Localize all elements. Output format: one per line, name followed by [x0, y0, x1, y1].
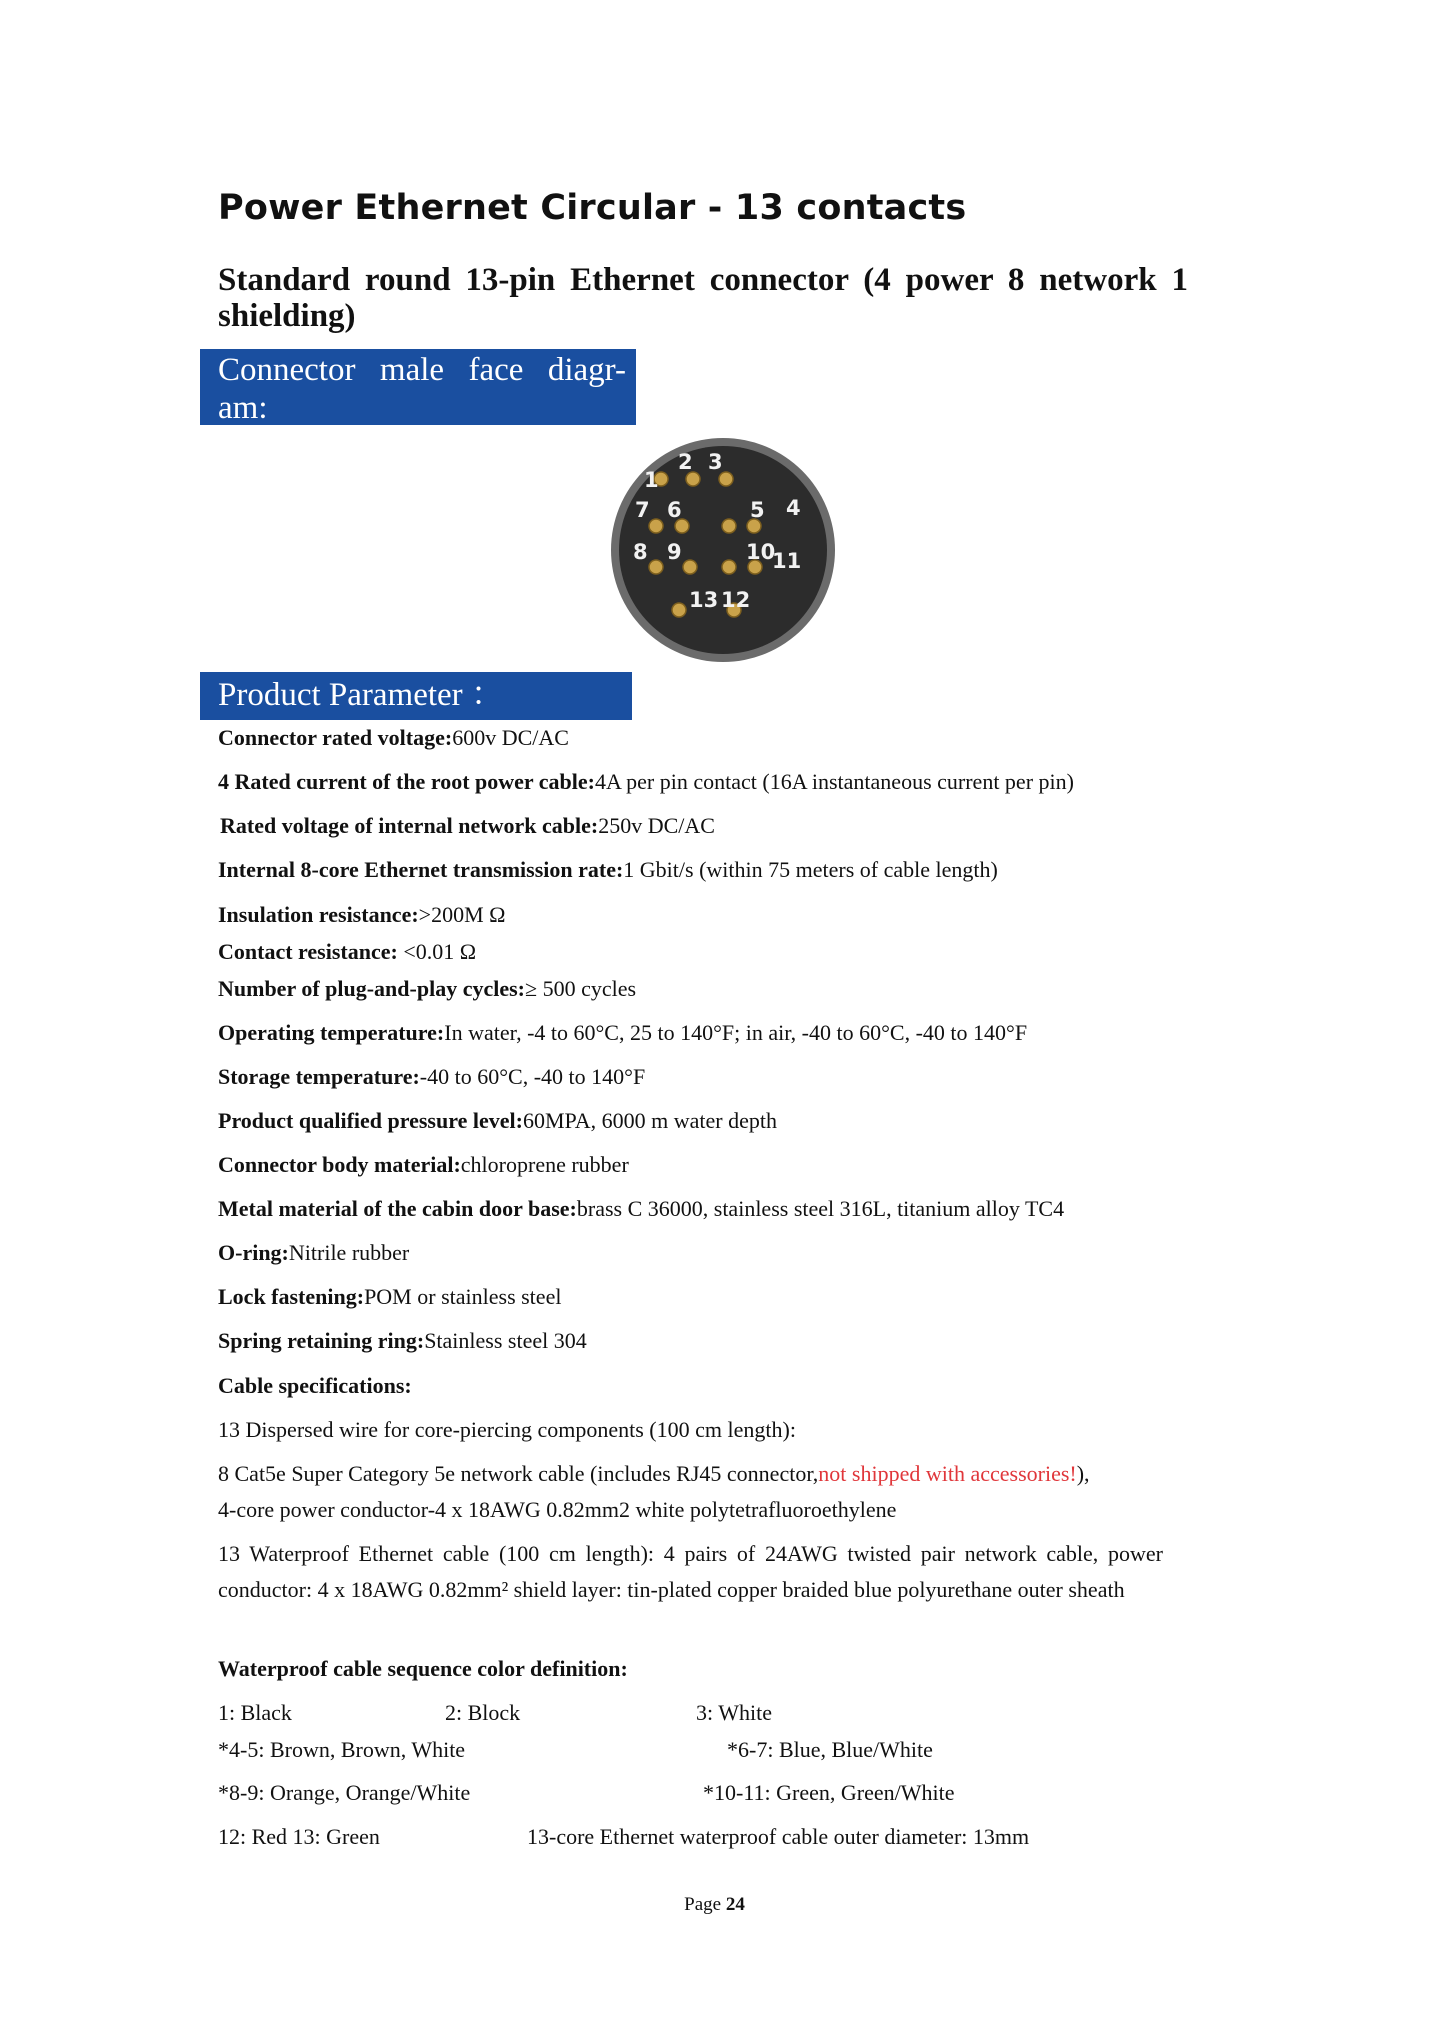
param-row: [218, 1019, 1027, 1047]
param-value: 600v DC/AC: [452, 725, 569, 750]
color-entry: *10-11: Green, Green/White: [703, 1780, 955, 1805]
pin-contact: [649, 519, 663, 533]
pin-number-label: 6: [667, 498, 682, 522]
color-entry: *4-5: Brown, Brown, White: [218, 1737, 466, 1762]
cable-outer-diameter: 13-core Ethernet waterproof cable outer diameter: 13mm: [527, 1824, 1030, 1849]
color-entry: 2: Block: [445, 1700, 521, 1725]
cable-line-2: [218, 1460, 1090, 1488]
param-row: [218, 901, 506, 929]
pin-number-label: 10: [746, 540, 776, 564]
diagram-banner-text: Connector male face diagr-am:: [218, 352, 626, 426]
pin-number-label: 9: [667, 540, 682, 564]
pin-number-label: 12: [721, 588, 751, 612]
color-definition-heading: [218, 1655, 628, 1683]
color-entry: *6-7: Blue, Blue/White: [727, 1737, 933, 1762]
param-label: Spring retaining ring:: [218, 1328, 425, 1353]
pin-number-label: 13: [689, 588, 719, 612]
pin-contact: [672, 603, 686, 617]
param-label: Connector body material:: [218, 1152, 461, 1177]
color-entry: 1: Black: [218, 1700, 292, 1725]
param-label: 4 Rated current of the root power cable:: [218, 769, 595, 794]
product-parameter-banner: [200, 672, 632, 720]
color-definition-heading-text: Waterproof cable sequence color definition:: [218, 1656, 628, 1681]
pin-number-label: 2: [678, 450, 693, 474]
cable-line-2-text: 8 Cat5e Super Category 5e network cable (includes RJ45 connector,: [218, 1461, 819, 1486]
param-row: [218, 1063, 645, 1091]
param-value: <0.01 Ω: [403, 939, 477, 964]
param-label: O-ring:: [218, 1240, 289, 1265]
connector-face-diagram: [608, 435, 838, 665]
param-label: Operating temperature:: [218, 1020, 445, 1045]
param-label: Product qualified pressure level:: [218, 1108, 523, 1133]
param-row: [218, 1151, 629, 1179]
param-value: chloroprene rubber: [460, 1152, 629, 1177]
pin-number-label: 1: [644, 468, 659, 492]
param-row: [218, 724, 569, 752]
param-label: Internal 8-core Ethernet transmission rate:: [218, 857, 624, 882]
param-label: Insulation resistance:: [218, 902, 419, 927]
param-row: [218, 938, 476, 966]
pin-contact: [719, 472, 733, 486]
param-value: 4A per pin contact (16A instantaneous current per pin): [594, 769, 1074, 794]
pin-number-label: 3: [708, 450, 723, 474]
pin-number-label: 5: [750, 498, 765, 522]
param-value: POM or stainless steel: [364, 1284, 562, 1309]
param-label: Contact resistance:: [218, 939, 404, 964]
pin-contact: [683, 560, 697, 574]
param-row: [218, 856, 998, 884]
pin-contact: [686, 472, 700, 486]
param-value: 250v DC/AC: [598, 813, 715, 838]
pin-number-label: 11: [772, 549, 802, 573]
page-title: Power Ethernet Circular - 13 contacts: [218, 188, 967, 228]
cable-line-3: 4-core power conductor-4 x 18AWG 0.82mm2 white polytetrafluoroethylene: [218, 1497, 897, 1522]
param-row: [218, 1327, 587, 1355]
cable-line-1: 13 Dispersed wire for core-piercing components (100 cm length):: [218, 1417, 796, 1442]
param-row: [218, 1239, 409, 1267]
param-label: Connector rated voltage:: [218, 725, 453, 750]
pin-contact: [722, 519, 736, 533]
param-value: >200M Ω: [418, 902, 506, 927]
param-value: In water, -4 to 60°C, 25 to 140°F; in air, -40 to 60°C, -40 to 140°F: [444, 1020, 1028, 1045]
product-parameter-banner-text: Product Parameter ：: [218, 677, 504, 713]
param-row: [218, 1283, 561, 1311]
param-label: Lock fastening:: [218, 1284, 365, 1309]
diagram-banner: [200, 349, 636, 425]
param-row: [218, 975, 636, 1003]
footer-prefix: Page: [684, 1894, 726, 1915]
page-number: 24: [725, 1894, 745, 1915]
param-label: Rated voltage of internal network cable:: [220, 813, 599, 838]
param-row: [218, 1107, 777, 1135]
param-label: Metal material of the cabin door base:: [218, 1196, 577, 1221]
accessories-warning: not shipped with accessories!: [818, 1461, 1077, 1486]
pin-contact: [649, 560, 663, 574]
pin-number-label: 4: [786, 496, 801, 520]
param-value: Nitrile rubber: [288, 1240, 410, 1265]
param-value: Stainless steel 304: [424, 1328, 587, 1353]
page-subtitle: Standard round 13-pin Ethernet connector (4 power 8 network 1 shielding): [218, 262, 1188, 334]
cable-line-2-close: ),: [1076, 1461, 1090, 1486]
param-row: [220, 812, 715, 840]
waterproof-cable-paragraph: 13 Waterproof Ethernet cable (100 cm length): 4 pairs of 24AWG twisted pair network cable, power conductor: 4 x 18AWG 0.82mm² shield layer: tin-plated copper braided blue polyurethane outer sheath: [218, 1541, 1163, 1602]
param-value: brass C 36000, stainless steel 316L, titanium alloy TC4: [576, 1196, 1065, 1221]
param-value: 60MPA, 6000 m water depth: [522, 1108, 777, 1133]
page-footer: [0, 1894, 1429, 1916]
cable-spec-heading-text: Cable specifications:: [218, 1373, 412, 1398]
color-entry: *8-9: Orange, Orange/White: [218, 1780, 471, 1805]
param-value: ≥ 500 cycles: [525, 976, 637, 1001]
cable-spec-heading: [218, 1372, 412, 1400]
param-row: [218, 1195, 1064, 1223]
color-entry: 12: Red 13: Green: [218, 1824, 380, 1849]
param-value: 1 Gbit/s (within 75 meters of cable length): [623, 857, 998, 882]
param-label: Storage temperature:: [218, 1064, 420, 1089]
param-row: [218, 768, 1074, 796]
pin-number-label: 7: [635, 498, 650, 522]
color-entry: 3: White: [696, 1700, 772, 1725]
param-value: -40 to 60°C, -40 to 140°F: [419, 1064, 646, 1089]
pin-number-label: 8: [633, 540, 648, 564]
param-label: Number of plug-and-play cycles:: [218, 976, 525, 1001]
pin-contact: [722, 560, 736, 574]
